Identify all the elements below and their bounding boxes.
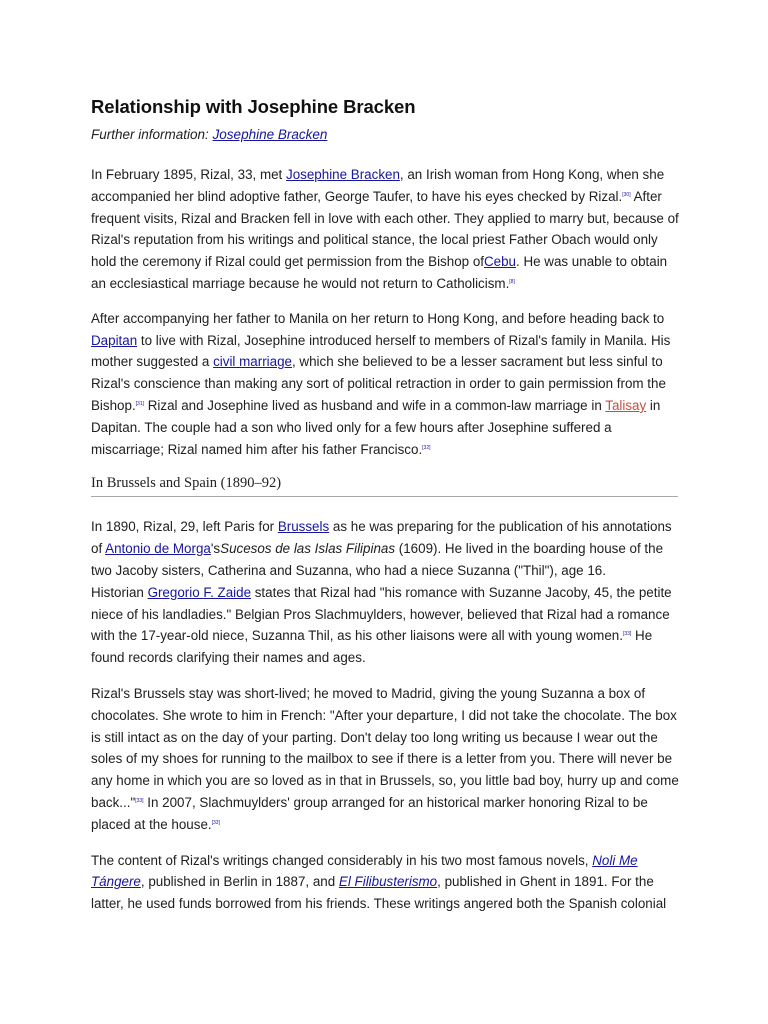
text: After frequent visits, Rizal and Bracken fell in love with each other. They applied to marry but, because of Rizal's reputation from his writings and political stance, the local priest Father Obach would only hold the ceremony if Rizal could get permission from the Bishop of [91,188,679,270]
text: The content of Rizal's writings changed considerably in his two most famous novels, [91,852,593,868]
text: as he was preparing for the publication of his annotations of [91,519,672,557]
text: Historian [91,584,148,600]
citation-8[interactable]: [8] [509,278,515,285]
citation-32[interactable]: [32] [422,444,431,451]
link-gregorio-zaide[interactable]: Gregorio F. Zaide [147,584,252,600]
subsection-heading: In Brussels and Spain (1890–92) [91,473,678,497]
link-civil-marriage[interactable]: civil marriage [213,354,292,370]
text: states that Rizal had "his romance with Suzanne Jacoby, 45, the petite niece of his landladies." Belgian Pros Slachmuylders, however, believed that Rizal had a romance with the 17-year-old niece, Suzanna Thil, as his other liaisons were all with young women. [91,584,672,644]
text: 's [210,541,221,557]
text: , an Irish woman from Hong Kong, when she accompanied her blind adoptive father, George Taufer, to have his eyes checked by Rizal. [91,167,665,204]
text: Rizal and Josephine lived as husband and wife in a common-law marriage in [144,397,606,413]
text: In 1890, Rizal, 29, left Paris for [91,519,278,535]
text: (1609). He lived in the boarding house of the two Jacoby sisters, Catherina and Suzanna, who had a niece Suzanna ("Thil"), age 16. [91,541,664,578]
text: , published in Berlin in 1887, and [140,874,339,890]
citation-33[interactable]: [33] [135,797,144,804]
link-cebu[interactable]: Cebu [483,254,516,270]
link-dapitan[interactable]: Dapitan [91,332,138,348]
book-title: Sucesos de las Islas Filipinas [220,541,396,557]
paragraph-1 [91,164,681,295]
link-brussels[interactable]: Brussels [277,519,330,535]
article-content [91,94,681,915]
citation-31[interactable]: [31] [135,400,145,407]
text: , published in Ghent in 1891. For the latter, he used funds borrowed from his friends. These writings angered both the Spanish colonial [91,874,667,912]
text: In 2007, Slachmuylders' group arranged for an historical marker honoring Rizal to be placed at the house. [91,794,648,832]
link-antonio-de-morga[interactable]: Antonio de Morga [105,541,211,557]
link-talisay[interactable]: Talisay [605,397,647,413]
paragraph-3 [91,516,681,669]
link-el-filibusterismo[interactable]: El Filibusterismo [338,874,438,890]
further-information-note [91,125,681,145]
text: in Dapitan. The couple had a son who lived only for a few hours after Josephine suffered a miscarriage; Rizal named him after his father Francisco. [91,397,661,457]
text: Rizal's Brussels stay was short-lived; he moved to Madrid, giving the young Suzanna a box of chocolates. She wrote to him in French: "After your departure, I did not take the chocolate. The box is still intact as on the day of your parting. Don't delay too long writing us because I wear out the soles of my shoes for running to the mailbox to see if there is a letter from you. There will never be any home in which you are so loved as in that in Brussels, so, you little bad boy, hurry up and come back..." [91,685,679,810]
citation-33[interactable]: [33] [211,819,220,826]
text: In February 1895, Rizal, 33, met [91,167,287,182]
citation-30[interactable]: [30] [622,191,631,198]
link-josephine-bracken-main[interactable]: Josephine Bracken [212,127,328,142]
link-josephine-bracken[interactable]: Josephine Bracken [286,167,400,182]
text: After accompanying her father to Manila on her return to Hong Kong, and before heading back to [91,310,665,326]
further-information-label: Further information: [91,127,213,142]
link-noli-me-tangere[interactable]: Noli Me Tángere [91,852,638,890]
paragraph-2 [91,308,681,461]
section-title: Relationship with Josephine Bracken [91,96,416,117]
text: , which she believed to be a lesser sacrament but less sinful to Rizal's conscience than making any sort of political retraction in order to gain permission from the Bishop. [91,354,666,413]
text: He found records clarifying their names and ages. [91,628,653,666]
text: . He was unable to obtain an ecclesiastical marriage because he would not return to Catholicism. [91,254,668,291]
paragraph-5 [91,850,681,915]
text: to live with Rizal, Josephine introduced herself to members of Rizal's family in Manila. His mother suggested a [91,332,671,370]
citation-33[interactable]: [33] [622,631,632,638]
paragraph-4 [91,683,681,836]
